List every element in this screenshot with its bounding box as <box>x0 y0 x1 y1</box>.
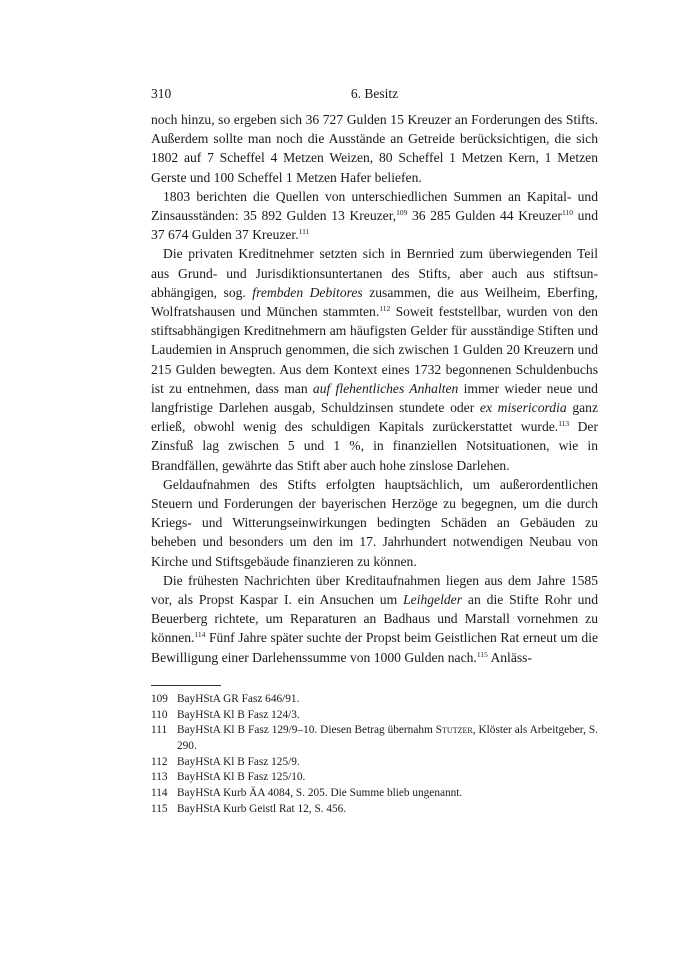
footnote-text: BayHStA Kurb Geistl Rat 12, S. 456. <box>177 802 347 815</box>
footnote <box>151 692 598 708</box>
chapter-title: 6. Besitz <box>350 86 399 101</box>
footnote <box>151 723 598 754</box>
footnote-text: BayHStA Kl B Fasz 125/9. <box>177 755 300 768</box>
footnote-number: 115 <box>151 802 168 815</box>
footnote-text: BayHStA Kl B Fasz 124/3. <box>177 708 300 721</box>
footnote-ref: 111 <box>298 227 310 237</box>
footnote-ref: 114 <box>194 630 206 640</box>
footnote-text: BayHStA Kl B Fasz 125/10. <box>177 771 306 784</box>
footnote-ref: 113 <box>558 419 570 429</box>
emphasis: frembden Debitores <box>252 284 363 300</box>
footnote-number: 114 <box>151 787 168 800</box>
book-page <box>151 86 598 818</box>
footnotes <box>151 692 598 818</box>
author-name: Stutzer <box>435 724 473 737</box>
footnote-number: 112 <box>151 755 168 768</box>
paragraph: Die privaten Kreditnehmer setzten sich in Bernried zum überwiegenden Teil aus Grund- und Jurisdiktionsuntertanen des Stifts, aber auch aus stiftsunabhängigen, sog. frembden Debitores zusammen, die aus Weilheim, Eberfing, Wolfratshausen und München stammten.$^{112}$ Soweit feststellbar, wurden von den stiftsabhängigen Kreditnehmern am häufigsten Gelder für ausständige Stiften und Laudemien in Anspruch genommen, die sich zwischen 1 Gulden 20 Kreuzern und 215 Gulden bewegten. Aus dem Kontext eines 1732 begonnenen Schuldenbuchs ist zu entnehmen, dass man auf flehentliches Anhalten immer wieder neue und langfristige Darlehen ausgab, Schuldzinsen stundete oder ex misericordia ganz erließ, obwohl wenig des schuldigen Kapitals zurückerstattet wurde.$^{113}$ Der Zinsfuß lag zwischen 5 und 1 %, in finanziellen Notsituationen, wie in Brandfällen, gewährte das Stift aber auch hohe zinslose Darlehen. <box>151 246 599 473</box>
running-head <box>151 86 598 110</box>
footnote-ref: 110 <box>561 208 573 218</box>
footnote <box>151 786 598 802</box>
page-number: 310 <box>151 86 172 101</box>
paragraph: Die frühesten Nachrichten über Kreditaufnahmen liegen aus dem Jahre 1585 vor, als Propst Kaspar I. ein Ansuchen um Leihgelder an die Stifte Rohr und Beuerberg richtete, um Reparaturen an Badhaus und Marstall vornehmen zu können.$^{114}$ Fünf Jahre später suchte der Propst beim Geistlichen Rat erneut um die Bewilligung einer Darlehenssumme von 1000 Gulden nach.$^{115}$ Anläss- <box>151 572 598 665</box>
footnote <box>151 755 598 771</box>
footnote-text: BayHStA GR Fasz 646/91. <box>177 692 300 705</box>
footnote <box>151 770 598 786</box>
main-text <box>151 110 598 667</box>
paragraph: Geldaufnahmen des Stifts erfolgten hauptsächlich, um außerordentlichen Steuern und Forderungen der bayerischen Herzöge zu begegnen, um die durch Kriegs- und Witterungseinwirkungen bedingten Schäden an Gebäuden zu beheben und besonders um den im 17. Jahrhundert notwendigen Neubau von Kirche und Stiftsgebäude finanzieren zu können. <box>151 476 598 569</box>
footnote-rule <box>151 685 221 686</box>
paragraph: 1803 berichten die Quellen von unterschiedlichen Summen an Kapital- und Zinsausständen: 35 892 Gulden 13 Kreuzer,$^{109}$ 36 285 Gulden 44 Kreuzer$^{110}$ und 37 674 Gulden 37 Kreuzer.$^{111}$ <box>151 188 598 243</box>
footnote-number: 111 <box>151 724 168 737</box>
footnote-ref: 112 <box>379 304 391 314</box>
paragraph: noch hinzu, so ergeben sich 36 727 Gulden 15 Kreuzer an Forderungen des Stifts. Außerdem sollte man noch die Ausstände an Getreide berücksichtigen, die sich 1802 auf 7 Scheffel 4 Metzen Weizen, 80 Scheffel 1 Metzen Kern, 1 Metzen Gerste und 100 Scheffel 1 Metzen Hafer beliefen. <box>151 112 598 185</box>
footnote-number: 109 <box>151 692 168 705</box>
footnote-number: 113 <box>151 771 168 784</box>
footnote-ref: 109 <box>396 208 408 218</box>
emphasis: ex misericordia <box>479 400 567 416</box>
footnote <box>151 708 598 724</box>
footnote-text: BayHStA Kurb ÄA 4084, S. 205. Die Summe blieb ungenannt. <box>177 787 463 800</box>
footnote-number: 110 <box>151 708 168 721</box>
footnote <box>151 802 598 818</box>
footnote-text: BayHStA Kl B Fasz 129/9–10. Diesen Betrag übernahm Stutzer, Klöster als Arbeitgeber, S. 290. <box>177 724 598 752</box>
emphasis: auf flehentliches Anhalten <box>312 380 459 396</box>
footnote-ref: 115 <box>476 649 488 659</box>
emphasis: Leihgelder <box>403 592 462 608</box>
